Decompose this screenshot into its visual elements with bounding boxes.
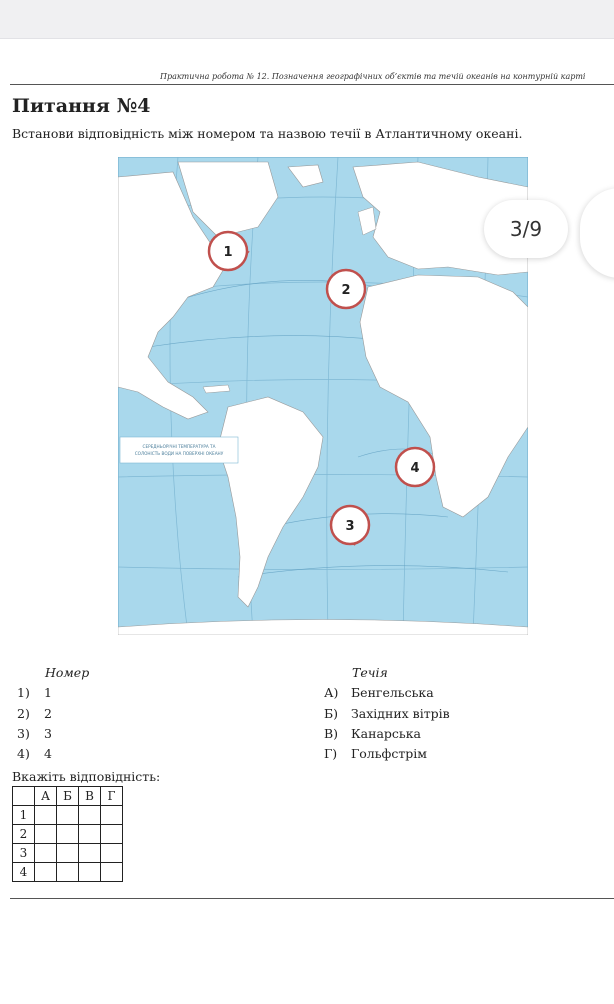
grid-corner (13, 787, 35, 806)
number-item: 2) 2 (17, 706, 52, 721)
marker-3 (331, 506, 369, 545)
browser-top-bar (0, 0, 614, 39)
atlantic-contour-map (118, 157, 528, 635)
grid-row-header: 2 (13, 825, 35, 844)
grid-cell[interactable] (35, 844, 57, 863)
map-inset-title: СЕРЕДНЬОРІЧНІ ТЕМПЕРАТУРА ТА (142, 444, 216, 449)
marker-2-label: 2 (341, 283, 351, 298)
grid-cell[interactable] (35, 825, 57, 844)
grid-cell[interactable] (35, 863, 57, 882)
grid-column-header: Б (57, 787, 79, 806)
number-item: 4) 4 (17, 746, 52, 761)
marker-1-label: 1 (223, 245, 233, 260)
bottom-divider (10, 898, 614, 899)
answer-grid (12, 786, 123, 882)
grid-row-header: 1 (13, 806, 35, 825)
current-option: Б) Західних вітрів (324, 706, 450, 721)
marker-4-label: 4 (410, 461, 420, 476)
question-title: Питання №4 (12, 95, 151, 117)
answer-label: Вкажіть відповідність: (12, 769, 161, 784)
grid-cell[interactable] (79, 844, 101, 863)
number-column-header: Номер (45, 665, 90, 680)
grid-cell[interactable] (79, 863, 101, 882)
number-item: 1) 1 (17, 685, 52, 700)
grid-cell[interactable] (101, 863, 123, 882)
current-option: В) Канарська (324, 726, 421, 741)
grid-cell[interactable] (57, 825, 79, 844)
grid-row-header: 4 (13, 863, 35, 882)
grid-column-header: Г (101, 787, 123, 806)
next-page-button[interactable] (580, 188, 614, 278)
header-divider (10, 84, 614, 85)
grid-row-header: 3 (13, 844, 35, 863)
grid-cell[interactable] (57, 863, 79, 882)
grid-column-header: В (79, 787, 101, 806)
grid-cell[interactable] (79, 806, 101, 825)
grid-cell[interactable] (101, 825, 123, 844)
grid-cell[interactable] (57, 844, 79, 863)
number-item: 3) 3 (17, 726, 52, 741)
current-column-header: Течія (352, 665, 388, 680)
svg-text:СОЛОНІСТЬ ВОДИ НА ПОВЕРХНІ ОКЕ: СОЛОНІСТЬ ВОДИ НА ПОВЕРХНІ ОКЕАНУ (134, 451, 224, 456)
grid-cell[interactable] (35, 806, 57, 825)
marker-3-label: 3 (345, 519, 355, 534)
current-option: А) Бенгельська (324, 685, 434, 700)
running-header: Практична робота № 12. Позначення географічних об’єктів та течій океанів на контурній карті (160, 72, 586, 81)
page-indicator: 3/9 (484, 200, 568, 258)
marker-4 (396, 448, 434, 486)
grid-column-header: А (35, 787, 57, 806)
grid-cell[interactable] (57, 806, 79, 825)
grid-cell[interactable] (101, 844, 123, 863)
marker-1 (209, 232, 248, 270)
marker-2 (327, 270, 365, 308)
grid-cell[interactable] (101, 806, 123, 825)
grid-cell[interactable] (79, 825, 101, 844)
current-option: Г) Гольфстрім (324, 746, 427, 761)
question-prompt: Встанови відповідність між номером та назвою течії в Атлантичному океані. (12, 126, 523, 141)
